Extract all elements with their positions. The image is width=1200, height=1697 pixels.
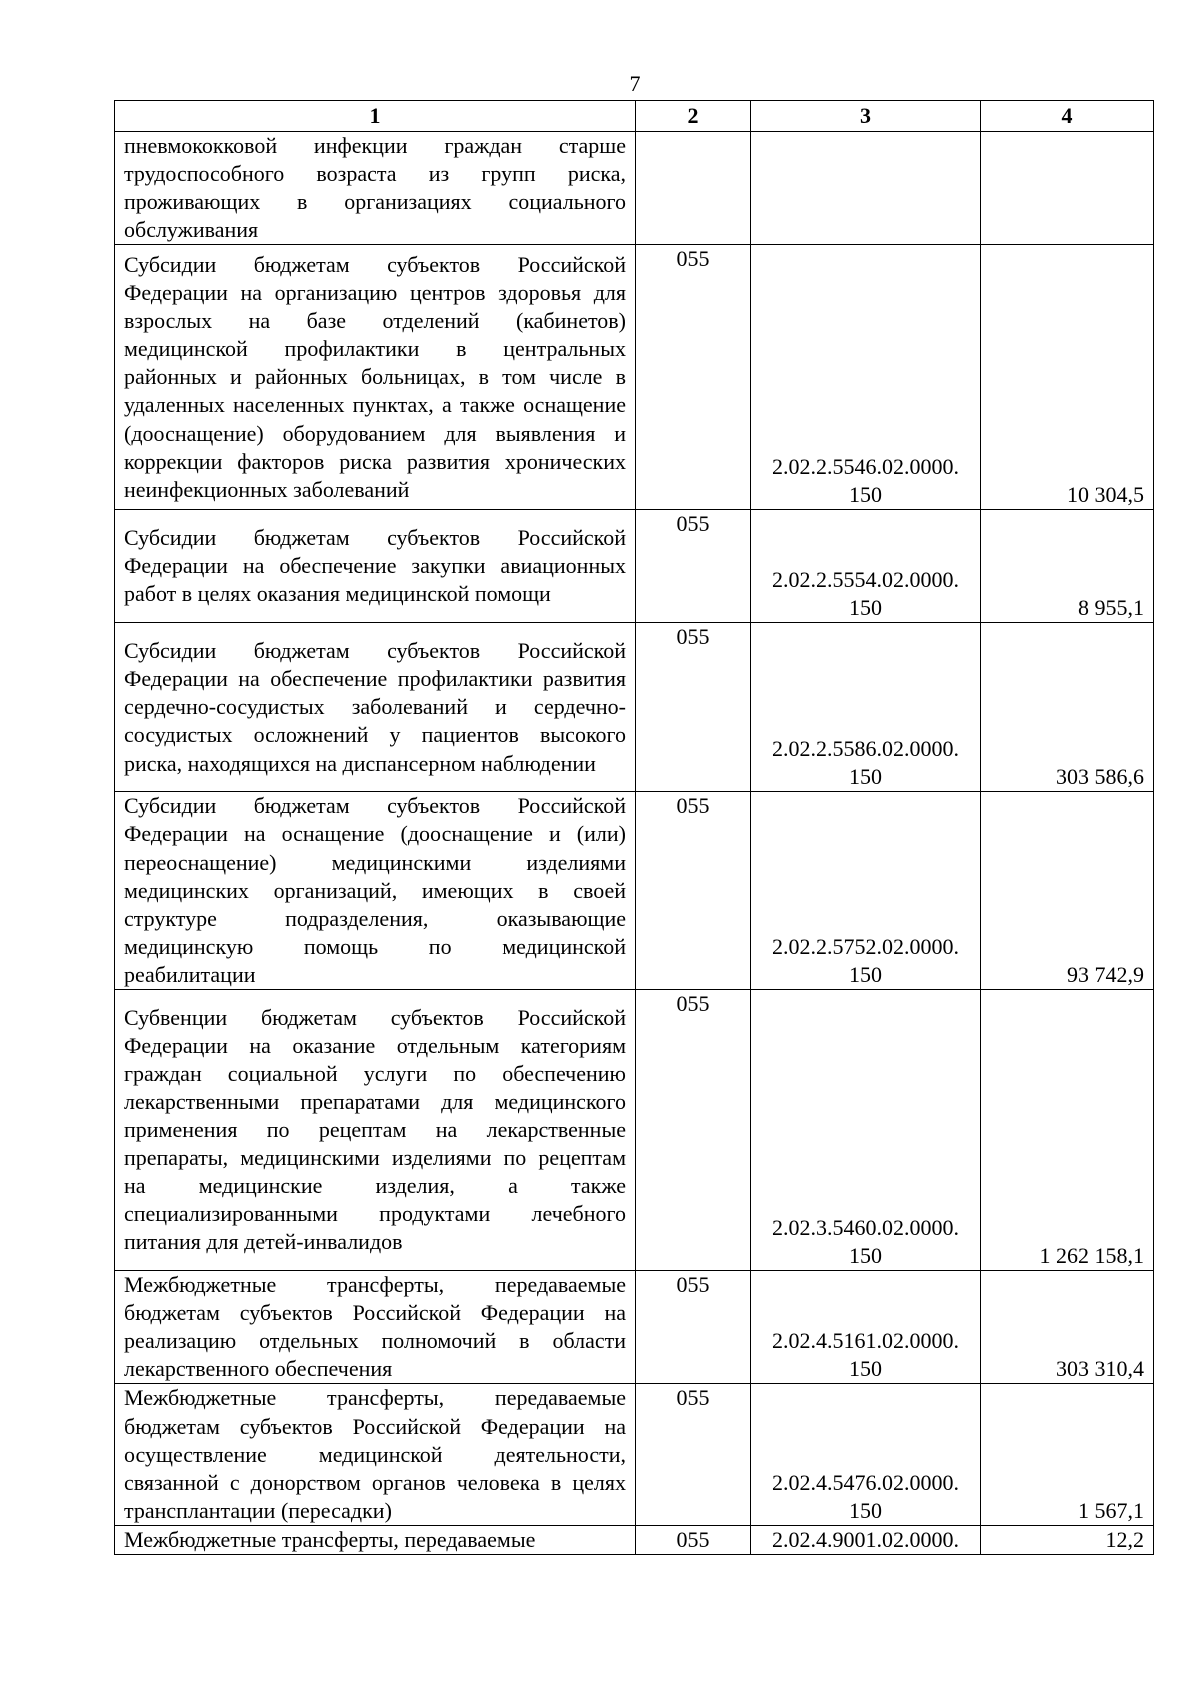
- revenue-name-cell: Субсидии бюджетам субъектов Российской Федерации на оснащение (дооснащение и (или) переоснащение) медицинскими изделиями медицинских организаций, имеющих в своей структуре подразделения, оказывающие медицинскую помощь по медицинской реабилитации: [115, 792, 636, 990]
- admin-code-cell: 055: [636, 1271, 751, 1384]
- column-header-3: 3: [751, 101, 981, 132]
- table-row: [115, 1271, 1154, 1384]
- amount-cell: [981, 132, 1154, 245]
- table-row: [115, 510, 1154, 623]
- column-header-2: 2: [636, 101, 751, 132]
- classification-code-cell: 2.02.2.5546.02.0000. 150: [751, 245, 981, 510]
- amount-cell: 303 310,4: [981, 1271, 1154, 1384]
- column-header-1: 1: [115, 101, 636, 132]
- revenue-name-cell: Субвенции бюджетам субъектов Российской Федерации на оказание отдельным категориям граждан социальной услуги по обеспечению лекарственными препаратами для медицинского применения по рецептам на лекарственные препараты, медицинскими изделиями по рецептам на медицинские изделия, а также специализированными продуктами лечебного питания для детей-инвалидов: [115, 990, 636, 1271]
- amount-cell: 1 567,1: [981, 1384, 1154, 1525]
- amount-cell: 93 742,9: [981, 792, 1154, 990]
- classification-code-cell: 2.02.3.5460.02.0000. 150: [751, 990, 981, 1271]
- admin-code-cell: 055: [636, 1384, 751, 1525]
- revenue-name-cell: Субсидии бюджетам субъектов Российской Федерации на обеспечение профилактики развития сердечно-сосудистых заболеваний и сердечно-сосудистых осложнений у пациентов высокого риска, находящихся на диспансерном наблюдении: [115, 623, 636, 792]
- classification-code-cell: 2.02.2.5586.02.0000. 150: [751, 623, 981, 792]
- classification-code-cell: 2.02.4.5476.02.0000. 150: [751, 1384, 981, 1525]
- classification-code-cell: 2.02.4.9001.02.0000.: [751, 1525, 981, 1554]
- classification-code-cell: 2.02.2.5554.02.0000. 150: [751, 510, 981, 623]
- amount-cell: 12,2: [981, 1525, 1154, 1554]
- amount-cell: 10 304,5: [981, 245, 1154, 510]
- revenue-name-cell: Субсидии бюджетам субъектов Российской Федерации на организацию центров здоровья для взрослых на базе отделений (кабинетов) медицинской профилактики в центральных районных и районных больницах, в том числе в удаленных населенных пунктах, а также оснащение (дооснащение) оборудованием для выявления и коррекции факторов риска развития хронических неинфекционных заболеваний: [115, 245, 636, 510]
- budget-revenue-table: [114, 100, 1154, 1555]
- classification-code-cell: 2.02.2.5752.02.0000. 150: [751, 792, 981, 990]
- table-row: [115, 623, 1154, 792]
- table-header-row: [115, 101, 1154, 132]
- amount-cell: 303 586,6: [981, 623, 1154, 792]
- table-row: [115, 1525, 1154, 1554]
- revenue-name-cell: Межбюджетные трансферты, передаваемые бюджетам субъектов Российской Федерации на реализацию отдельных полномочий в области лекарственного обеспечения: [115, 1271, 636, 1384]
- amount-cell: 8 955,1: [981, 510, 1154, 623]
- classification-code-cell: [751, 132, 981, 245]
- admin-code-cell: 055: [636, 792, 751, 990]
- admin-code-cell: 055: [636, 245, 751, 510]
- revenue-name-cell: Субсидии бюджетам субъектов Российской Федерации на обеспечение закупки авиационных работ в целях оказания медицинской помощи: [115, 510, 636, 623]
- admin-code-cell: 055: [636, 1525, 751, 1554]
- admin-code-cell: 055: [636, 990, 751, 1271]
- table-row: [115, 990, 1154, 1271]
- classification-code-cell: 2.02.4.5161.02.0000. 150: [751, 1271, 981, 1384]
- revenue-name-cell: Межбюджетные трансферты, передаваемые: [115, 1525, 636, 1554]
- table-row: [115, 245, 1154, 510]
- admin-code-cell: 055: [636, 623, 751, 792]
- page-number: 7: [629, 71, 641, 96]
- admin-code-cell: 055: [636, 510, 751, 623]
- amount-cell: 1 262 158,1: [981, 990, 1154, 1271]
- revenue-name-cell: Межбюджетные трансферты, передаваемые бюджетам субъектов Российской Федерации на осуществление медицинской деятельности, связанной с донорством органов человека в целях трансплантации (пересадки): [115, 1384, 636, 1525]
- admin-code-cell: [636, 132, 751, 245]
- table-row: [115, 132, 1154, 245]
- table-row: [115, 792, 1154, 990]
- table-row: [115, 1384, 1154, 1525]
- revenue-name-cell: пневмококковой инфекции граждан старше трудоспособного возраста из групп риска, проживающих в организациях социального обслуживания: [115, 132, 636, 245]
- column-header-4: 4: [981, 101, 1154, 132]
